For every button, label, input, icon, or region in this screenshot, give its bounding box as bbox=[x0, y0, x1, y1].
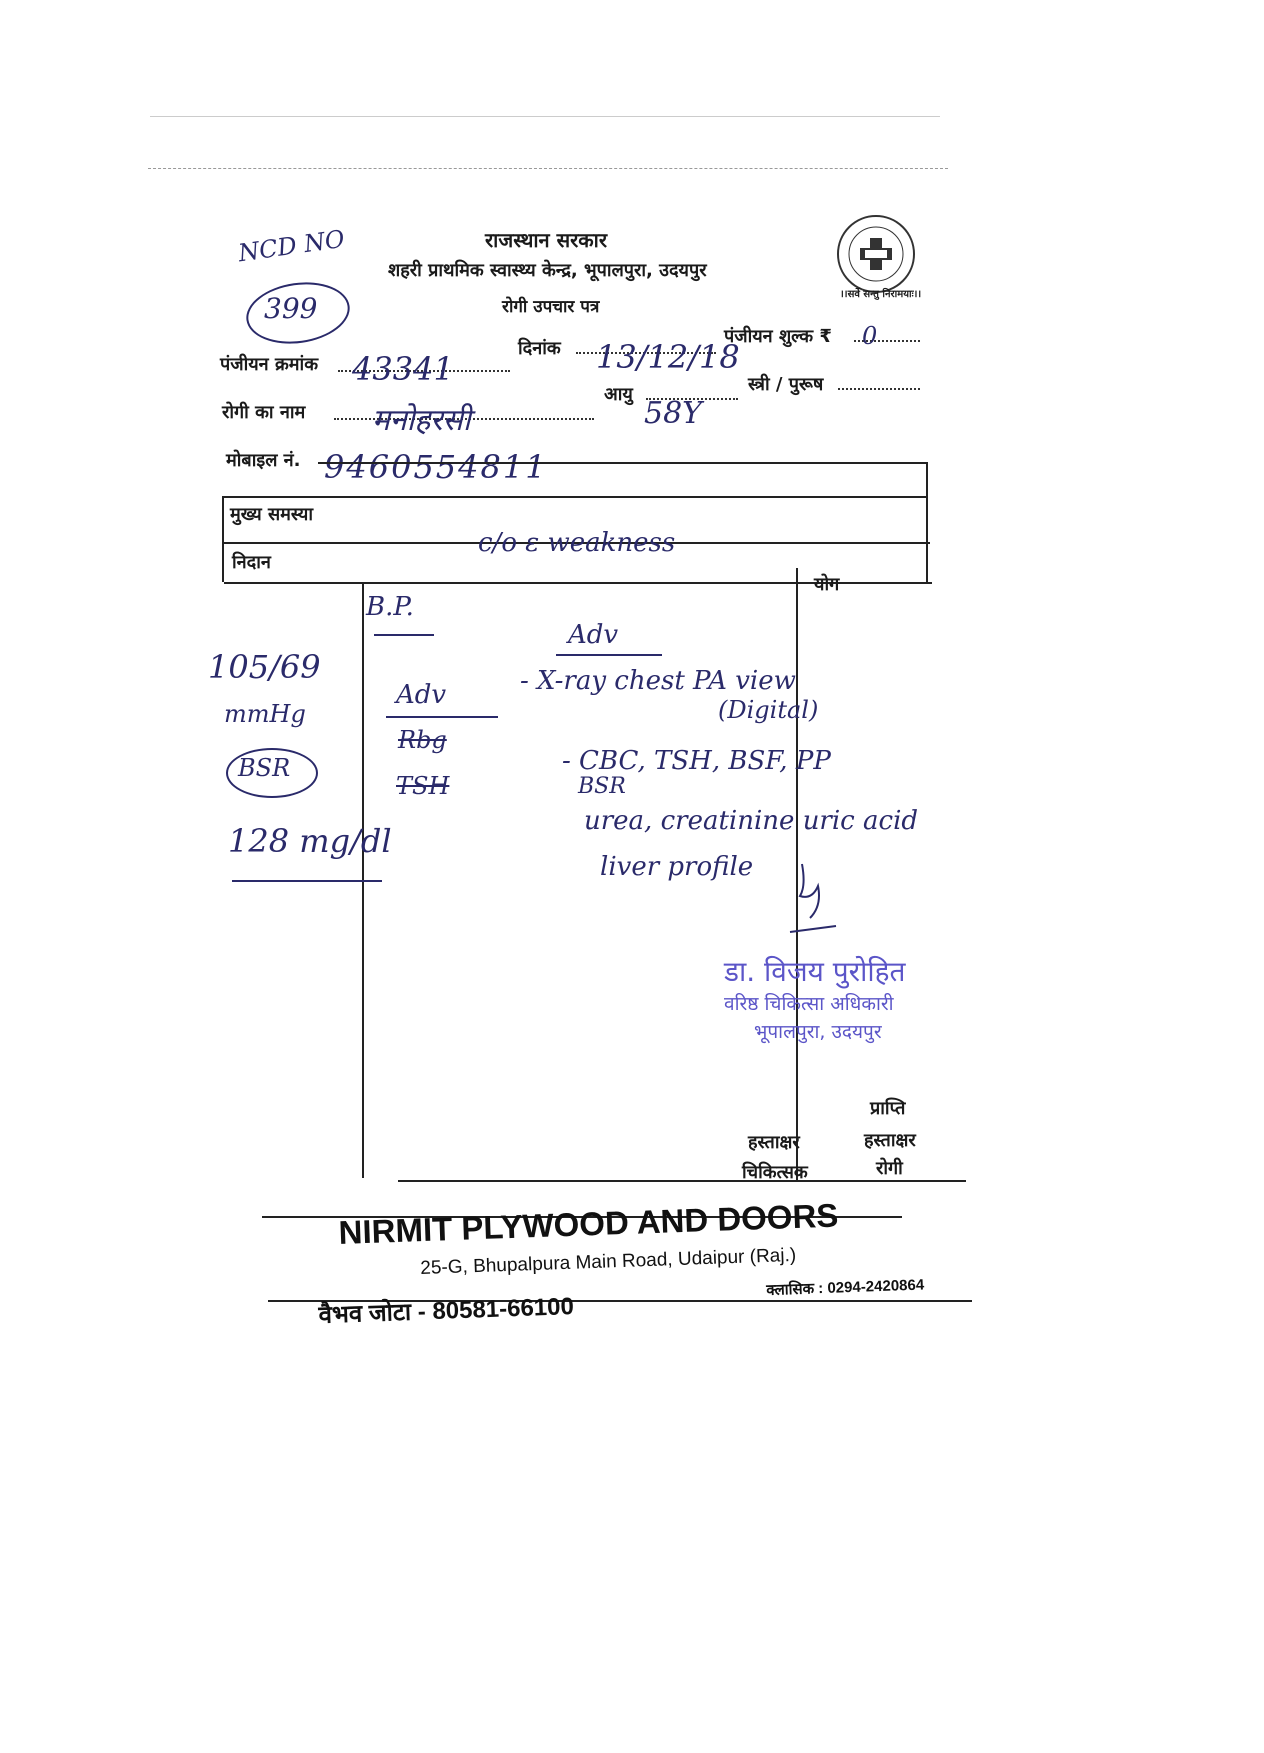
ncd-label-handwritten: NCD NO bbox=[236, 224, 347, 268]
rajasthan-seal-icon bbox=[834, 212, 918, 296]
date-label: दिनांक bbox=[518, 338, 561, 359]
doctor-signature-mark bbox=[782, 856, 852, 936]
age-value: 58Y bbox=[644, 396, 702, 431]
doctor-sign-label-1: हस्ताक्षर bbox=[748, 1132, 800, 1153]
yog-label: योग bbox=[814, 574, 840, 595]
sex-dots bbox=[838, 388, 920, 390]
stamp-designation: वरिष्ठ चिकित्सा अधिकारी bbox=[724, 993, 894, 1015]
fee-label: पंजीयन शुल्क ₹ bbox=[724, 326, 832, 347]
bp-value: 105/69 bbox=[208, 648, 321, 686]
adv-left: Adv bbox=[396, 680, 447, 710]
rx-line-2: - CBC, TSH, BSF, PP bbox=[562, 746, 831, 776]
diagnosis-value: c/o ε weakness bbox=[478, 528, 676, 558]
stamp-place: भूपालपुरा, उदयपुर bbox=[754, 1021, 882, 1043]
box-right-line bbox=[926, 462, 928, 582]
header-org: राजस्थान सरकार bbox=[485, 228, 608, 252]
mobile-label: मोबाइल नं. bbox=[226, 450, 301, 471]
bsr-value: 128 mg/dl bbox=[228, 822, 392, 860]
bsr-label: BSR bbox=[238, 754, 291, 782]
patient-sign-label-1: हस्ताक्षर bbox=[864, 1130, 916, 1151]
name-label: रोगी का नाम bbox=[222, 402, 306, 423]
seal-tagline: ।।सर्वे सन्तु निरामयाः।। bbox=[840, 289, 922, 300]
patient-sign-label-2: रोगी bbox=[876, 1158, 903, 1179]
name-value: मनोहरसी bbox=[372, 403, 471, 438]
ncd-number-handwritten: 399 bbox=[264, 292, 318, 325]
footer-shop-name: NIRMIT PLYWOOD AND DOORS bbox=[338, 1196, 839, 1251]
rx-line-1: - X-ray chest PA view bbox=[520, 666, 796, 696]
box-top-line bbox=[318, 462, 926, 464]
footer-address: 25-G, Bhupalpura Main Road, Udaipur (Raj.) bbox=[420, 1244, 797, 1279]
reg-no-value: 43341 bbox=[352, 350, 454, 388]
rx-line-2b: BSR bbox=[578, 774, 626, 799]
rx-left-1: Rbg bbox=[398, 726, 447, 754]
bp-heading-underline bbox=[374, 634, 434, 636]
header-center: शहरी प्राथमिक स्वास्थ्य केन्द्र, भूपालपुरा, उदयपुर bbox=[388, 260, 707, 281]
footer-classic: क्लासिक : 0294-2420864 bbox=[766, 1276, 925, 1299]
mobile-value: 9460554811 bbox=[324, 448, 548, 486]
rx-line-4: liver profile bbox=[600, 852, 754, 882]
rx-left-2: TSH bbox=[396, 772, 450, 800]
reg-no-label: पंजीयन क्रमांक bbox=[220, 354, 319, 375]
diagnosis-label: निदान bbox=[232, 552, 271, 573]
receipt-label: प्राप्ति bbox=[870, 1098, 906, 1119]
date-value: 13/12/18 bbox=[596, 338, 740, 376]
header-form-title: रोगी उपचार पत्र bbox=[502, 297, 600, 317]
adv-heading: Adv bbox=[568, 620, 619, 650]
stamp-doctor-name: डा. विजय पुरोहित bbox=[724, 955, 906, 988]
bsr-underline bbox=[232, 880, 382, 882]
doctor-sign-label-2: चिकित्सक bbox=[742, 1162, 808, 1183]
body-bottom-line bbox=[398, 1180, 966, 1182]
box-line-1 bbox=[222, 496, 926, 498]
top-edge-line bbox=[148, 168, 948, 169]
age-label: आयु bbox=[604, 384, 633, 405]
sex-label: स्त्री / पुरूष bbox=[748, 374, 824, 395]
box-left-line bbox=[222, 496, 224, 582]
bp-unit: mmHg bbox=[224, 700, 306, 728]
problem-label: मुख्य समस्या bbox=[230, 504, 314, 525]
fee-value: 0 bbox=[862, 322, 878, 350]
rx-line-3: urea, creatinine uric acid bbox=[584, 806, 919, 836]
bp-heading: B.P. bbox=[366, 592, 414, 622]
adv-left-underline bbox=[386, 716, 498, 718]
adv-heading-underline bbox=[556, 654, 662, 656]
rx-line-1b: (Digital) bbox=[718, 696, 819, 724]
top-edge-line-faint bbox=[150, 116, 940, 117]
footer-contact: वैभव जोटा - 80581-66100 bbox=[318, 1293, 575, 1329]
